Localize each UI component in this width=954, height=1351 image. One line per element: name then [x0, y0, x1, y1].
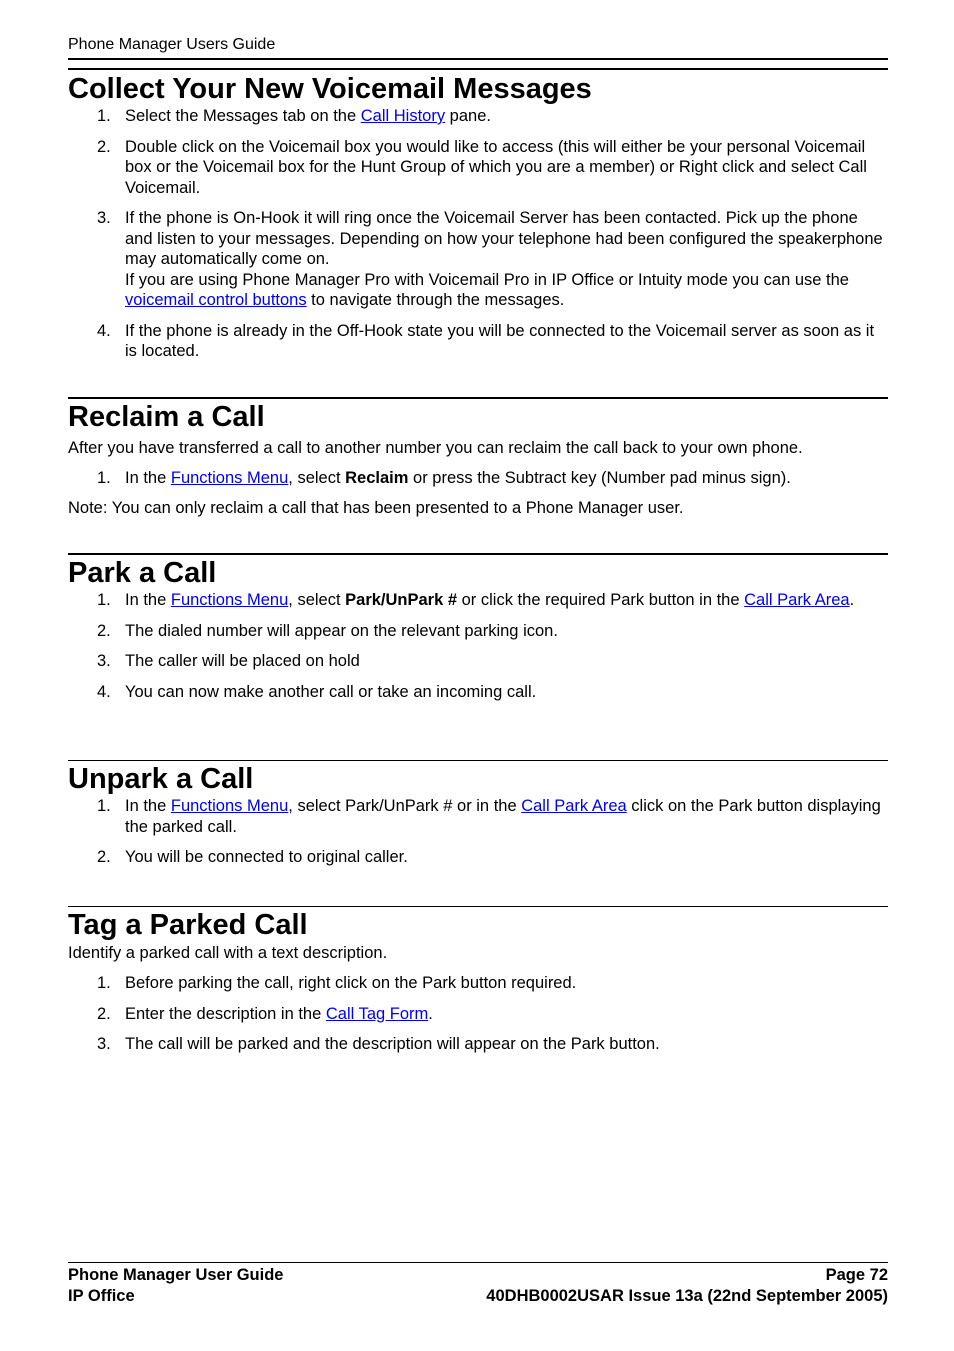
item-text: , select	[288, 469, 346, 487]
item-text: If the phone is On-Hook it will ring once the Voicemail Server has been contacted. Pick up the phone and listen to your messages. Depending on how your telephone had been configured the speakerphone may automatically come on.	[125, 209, 883, 268]
item-number: 2.	[97, 137, 111, 156]
section-heading: Reclaim a Call	[68, 401, 265, 433]
steps-list	[68, 973, 888, 1055]
section-rule	[68, 397, 888, 399]
list-item	[68, 321, 888, 362]
list-item	[68, 847, 888, 868]
section-tag-parked-call	[68, 908, 888, 1055]
functions-menu-link[interactable]: Functions Menu	[170, 469, 289, 487]
functions-menu-link[interactable]: Functions Menu	[170, 591, 289, 609]
page-footer	[68, 1262, 888, 1307]
voicemail-control-buttons-link[interactable]: voicemail control buttons	[125, 291, 307, 309]
list-item	[68, 621, 888, 642]
item-text: If the phone is already in the Off-Hook state you will be connected to the Voicemail server as soon as it is located.	[125, 321, 875, 360]
section-reclaim-call	[68, 400, 888, 518]
steps-list	[68, 590, 888, 702]
section-rule	[68, 553, 888, 555]
section-heading: Collect Your New Voicemail Messages	[68, 73, 592, 105]
item-text: Select the Messages tab on the	[125, 107, 361, 125]
footer-row	[68, 1265, 888, 1286]
section-heading: Unpark a Call	[68, 763, 254, 795]
item-number: 3.	[97, 1035, 111, 1053]
item-text: , select	[288, 591, 346, 609]
item-number: 3.	[97, 652, 111, 670]
running-header: Phone Manager Users Guide	[68, 36, 276, 53]
item-number: 2.	[97, 848, 111, 866]
section-unpark-call	[68, 762, 888, 868]
item-bold-text: Reclaim	[345, 469, 409, 487]
item-number: 1.	[97, 797, 111, 815]
footer-product: IP Office	[68, 1287, 135, 1305]
item-text: or press the Subtract key (Number pad minus sign).	[408, 469, 791, 487]
call-park-area-link[interactable]: Call Park Area	[521, 797, 627, 815]
section-park-call	[68, 556, 888, 702]
item-text: pane.	[445, 107, 491, 125]
item-text: Enter the description in the	[125, 1004, 326, 1023]
steps-list	[68, 796, 888, 868]
item-text: In the	[125, 469, 171, 487]
section-rule	[68, 906, 888, 907]
list-item	[68, 1034, 888, 1055]
list-item	[68, 682, 888, 703]
footer-guide-title: Phone Manager User Guide	[68, 1266, 284, 1284]
list-item	[68, 468, 888, 489]
item-number: 1.	[97, 469, 111, 487]
item-text: .	[428, 1004, 433, 1023]
item-number: 2.	[97, 621, 111, 640]
item-text: to navigate through the messages.	[306, 291, 565, 309]
item-bold-text: Park/UnPark #	[345, 591, 458, 609]
functions-menu-link[interactable]: Functions Menu	[170, 797, 289, 815]
item-text: The call will be parked and the description will appear on the Park button.	[125, 1035, 660, 1053]
item-text: .	[849, 591, 855, 609]
footer-issue: 40DHB0002USAR Issue 13a (22nd September 2005)	[486, 1287, 888, 1305]
header-rule	[68, 58, 888, 60]
footer-row	[68, 1286, 888, 1307]
item-text: Before parking the call, right click on the Park button required.	[125, 974, 577, 992]
item-text: , select Park/UnPark # or in the	[288, 797, 522, 815]
item-number: 1.	[97, 591, 111, 609]
item-text: You will be connected to original caller.	[125, 848, 408, 866]
call-history-link[interactable]: Call History	[360, 107, 446, 125]
section-heading: Tag a Parked Call	[68, 909, 308, 941]
section-intro: Identify a parked call with a text description.	[68, 944, 388, 962]
item-text: click on the Park button displaying the parked call.	[125, 797, 881, 836]
item-number: 1.	[97, 107, 111, 125]
item-text: The caller will be placed on hold	[125, 652, 360, 670]
list-item	[68, 1004, 888, 1025]
list-item	[68, 208, 888, 311]
item-text: or click the required Park button in the	[457, 591, 745, 609]
item-text: Double click on the Voicemail box you would like to access (this will either be your personal Voicemail box or the Voicemail box for the Hunt Group of which you are a member) or Right click and select Call Voicemail.	[125, 137, 867, 197]
list-item	[68, 796, 888, 837]
item-number: 1.	[97, 974, 111, 992]
footer-page-number: Page 72	[825, 1266, 888, 1284]
call-tag-form-link[interactable]: Call Tag Form	[325, 1004, 429, 1023]
section-collect-voicemail	[68, 72, 888, 362]
list-item	[68, 137, 888, 199]
steps-list	[68, 106, 888, 362]
item-number: 4.	[97, 321, 111, 340]
steps-list	[68, 468, 888, 489]
section-rule	[68, 68, 888, 70]
section-heading: Park a Call	[68, 557, 217, 589]
item-text: In the	[125, 591, 171, 609]
list-item	[68, 590, 888, 611]
item-text: You can now make another call or take an incoming call.	[125, 682, 537, 701]
call-park-area-link[interactable]: Call Park Area	[744, 591, 850, 609]
list-item	[68, 651, 888, 672]
item-number: 3.	[97, 209, 111, 227]
item-number: 2.	[97, 1004, 111, 1023]
item-text: The dialed number will appear on the relevant parking icon.	[125, 621, 558, 640]
item-text: In the	[125, 797, 171, 815]
list-item	[68, 973, 888, 994]
list-item	[68, 106, 888, 127]
section-rule	[68, 760, 888, 761]
section-note: Note: You can only reclaim a call that has been presented to a Phone Manager user.	[68, 498, 684, 517]
item-number: 4.	[97, 682, 111, 701]
item-text: If you are using Phone Manager Pro with Voicemail Pro in IP Office or Intuity mode you can use the	[125, 270, 849, 289]
section-intro: After you have transferred a call to another number you can reclaim the call back to your own phone.	[68, 439, 803, 457]
